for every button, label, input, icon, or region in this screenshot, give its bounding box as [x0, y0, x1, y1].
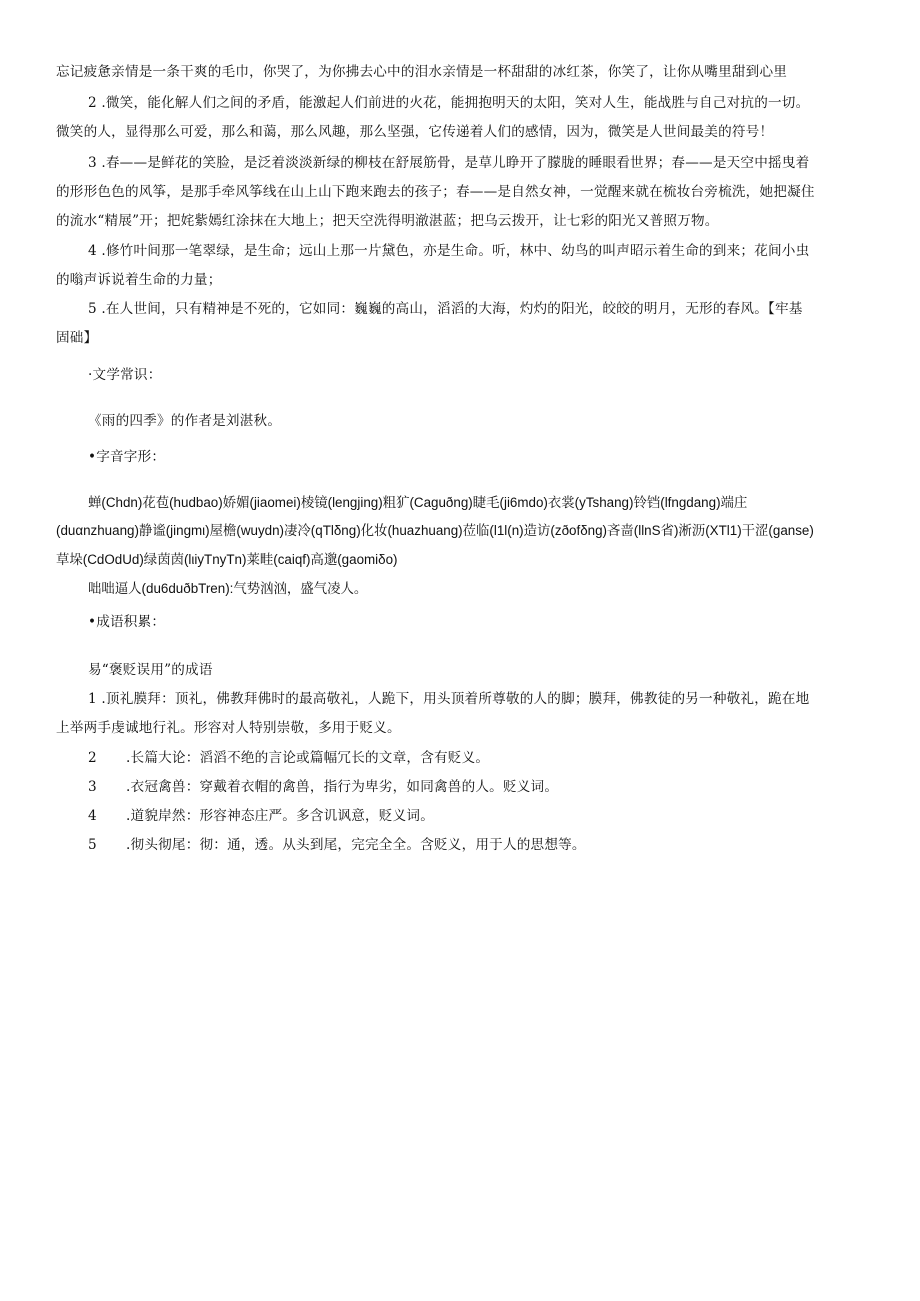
idiom-number: 3	[88, 779, 97, 795]
paragraph-line: 3 .春——是鲜花的笑脸，是泛着淡淡新绿的柳枝在舒展筋骨，是草儿睁开了朦胧的睡眼看世界；春——是天空中摇曳着	[88, 155, 810, 171]
idiom-number: 2	[88, 750, 97, 766]
idiom-number: 5	[88, 837, 97, 853]
idiom-item	[88, 689, 868, 709]
idiom-text: .道貌岸然：形容神态庄严。多含讥讽意，贬义词。	[126, 808, 434, 824]
pinyin-line: 咄咄逼人(du6duðbTren):气势汹汹，盛气凌人。	[88, 581, 368, 596]
idiom-item	[88, 748, 868, 768]
idiom-number: 1	[88, 691, 97, 707]
pinyin-line: 蝉(Chdn)花苞(hudbao)娇媚(jiaomei)棱镜(lengjing)粗犷(Caguðng)睫毛(ji6mdo)衣裳(yTshang)铃铛(lfngdang)端庄	[88, 495, 748, 510]
idiom-text: .彻头彻尾：彻：通，透。从头到尾，完完全全。含贬义，用于人的思想等。	[126, 837, 586, 853]
idiom-text: .顶礼膜拜：顶礼，佛教拜佛时的最高敬礼，人跪下，用头顶着所尊敬的人的脚；膜拜，佛教徒的另一种敬礼，跪在地	[96, 691, 810, 707]
paragraph-line: 易“褒贬误用”的成语	[88, 662, 213, 678]
idiom-item	[88, 777, 868, 797]
paragraph-line: 的流水“精展”开；把姹紫嫣红涂抹在大地上；把天空洗得明澈湛蓝；把乌云拨开，让七彩的阳光又普照万物。	[56, 213, 719, 229]
paragraph-line: 上举两手虔诚地行礼。形容对人特别崇敬，多用于贬义。	[56, 720, 401, 736]
paragraph-line: 固础】	[56, 330, 98, 346]
idiom-text: .衣冠禽兽：穿戴着衣帽的禽兽，指行为卑劣，如同禽兽的人。贬义词。	[126, 779, 559, 795]
idiom-number: 4	[88, 808, 97, 824]
idiom-text: .长篇大论：滔滔不绝的言论或篇幅冗长的文章，含有贬义。	[126, 750, 490, 766]
paragraph-line: 的形形色色的风筝，是那手牵风筝线在山上山下跑来跑去的孩子；春——是自然女神，一觉醒来就在梳妆台旁梳洗，她把凝住	[56, 184, 815, 200]
idiom-item	[88, 835, 868, 855]
paragraph-line: 忘记疲惫亲情是一条干爽的毛巾，你哭了，为你拂去心中的泪水亲情是一杯甜甜的冰红茶，你笑了，让你从嘴里甜到心里	[56, 64, 788, 80]
paragraph-line: 5 .在人世间，只有精神是不死的，它如同：巍巍的高山，滔滔的大海，灼灼的阳光，皎皎的明月，无形的春风。【牢基	[88, 301, 803, 317]
section-heading-pronunciation: •字音字形：	[88, 449, 166, 465]
section-heading-idioms: •成语积累：	[88, 614, 166, 630]
section-heading-literature: ·文学常识：	[88, 367, 162, 383]
paragraph-line: 微笑的人，显得那么可爱，那么和蔼，那么风趣，那么坚强，它传递着人们的感情，因为，微笑是人世间最美的符号！	[56, 124, 774, 140]
pinyin-line: 草垛(CdOdUd)绿茵茵(lιiyTnyTn)莱畦(caiqf)高邈(gaomiδo)	[56, 552, 398, 567]
paragraph-line: 4 .修竹叶间那一笔翠绿，是生命；远山上那一片黛色，亦是生命。听，林中、幼鸟的叫声昭示着生命的到来；花间小虫	[88, 243, 810, 259]
paragraph-line: 《雨的四季》的作者是刘湛秋。	[88, 413, 282, 429]
pinyin-line: (duαnzhuang)静谧(jingmι)屋檐(wuydn)凄冷(qTlδng)化妆(huazhuang)莅临(l1l(n)造访(zðofδng)吝啬(llnS省)淅沥(XTl1)干涩(ganse)	[56, 523, 814, 538]
paragraph-line: 2 .微笑，能化解人们之间的矛盾，能激起人们前进的火花，能拥抱明天的太阳，笑对人生，能战胜与自己对抗的一切。	[88, 95, 810, 111]
idiom-item	[88, 806, 868, 826]
paragraph-line: 的嗡声诉说着生命的力量；	[56, 272, 222, 288]
